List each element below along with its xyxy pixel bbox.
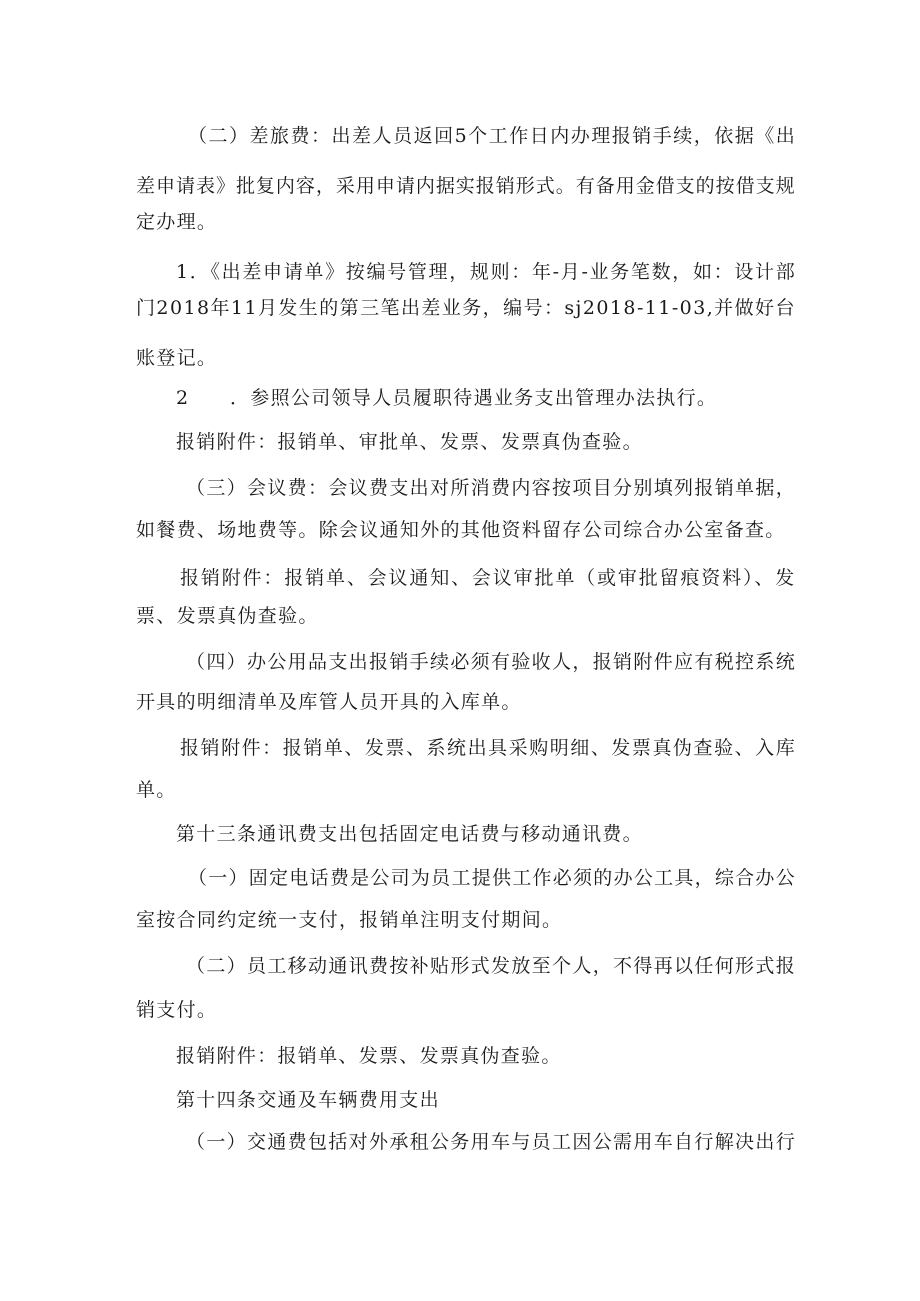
text-line: 定办理。: [136, 211, 218, 233]
text-line: 报销附件：报销单、发票、发票真伪查验。: [176, 1045, 562, 1067]
text-line: 第十三条通讯费支出包括固定电话费与移动通讯费。: [176, 823, 643, 845]
text-line: （一）交通费包括对外承租公务用车与员工因公需用车自行解决出行: [186, 1131, 797, 1153]
text-line: （二）员工移动通讯费按补贴形式发放至个人，不得再以任何形式报: [186, 955, 797, 977]
text-line: 门2018年11月发生的第三笔出差业务，编号：sj2018-11-03,并做好台: [136, 297, 796, 319]
text-line: 2 ．参照公司领导人员履职待遇业务支出管理办法执行。: [176, 387, 718, 409]
text-line: 1．《出差申请单》按编号管理，规则：年-月-业务笔数，如：设计部: [176, 261, 797, 283]
text-line: 差申请表》批复内容，采用申请内据实报销形式。有备用金借支的按借支规: [136, 175, 796, 197]
text-line: 开具的明细清单及库管人员开具的入库单。: [136, 691, 522, 713]
text-line: 报销附件：报销单、审批单、发票、发票真伪查验。: [176, 431, 643, 453]
text-line: （四）办公用品支出报销手续必须有验收人，报销附件应有税控系统: [186, 651, 797, 673]
text-line: 票、发票真伪查验。: [136, 605, 319, 627]
text-line: （一）固定电话费是公司为员工提供工作必须的办公工具，综合办公: [188, 867, 796, 889]
text-line: 室按合同约定统一支付，报销单注明支付期间。: [136, 909, 563, 931]
text-line: （二）差旅费：出差人员返回5个工作日内办理报销手续，依据《出: [188, 125, 797, 147]
text-line: 销支付。: [136, 999, 218, 1021]
text-line: （三）会议费：会议费支出对所消费内容按项目分别填列报销单据，: [186, 477, 797, 499]
text-line: 第十四条交通及车辆费用支出: [176, 1089, 440, 1111]
text-line: 单。: [136, 779, 177, 801]
text-line: 报销附件：报销单、发票、系统出具采购明细、发票真伪查验、入库: [180, 737, 797, 759]
text-line: 账登记。: [136, 347, 218, 369]
text-line: 如餐费、场地费等。除会议通知外的其他资料留存公司综合办公室备查。: [136, 519, 786, 541]
text-line: 报销附件：报销单、会议通知、会议审批单（或审批留痕资料）、发: [180, 567, 797, 589]
